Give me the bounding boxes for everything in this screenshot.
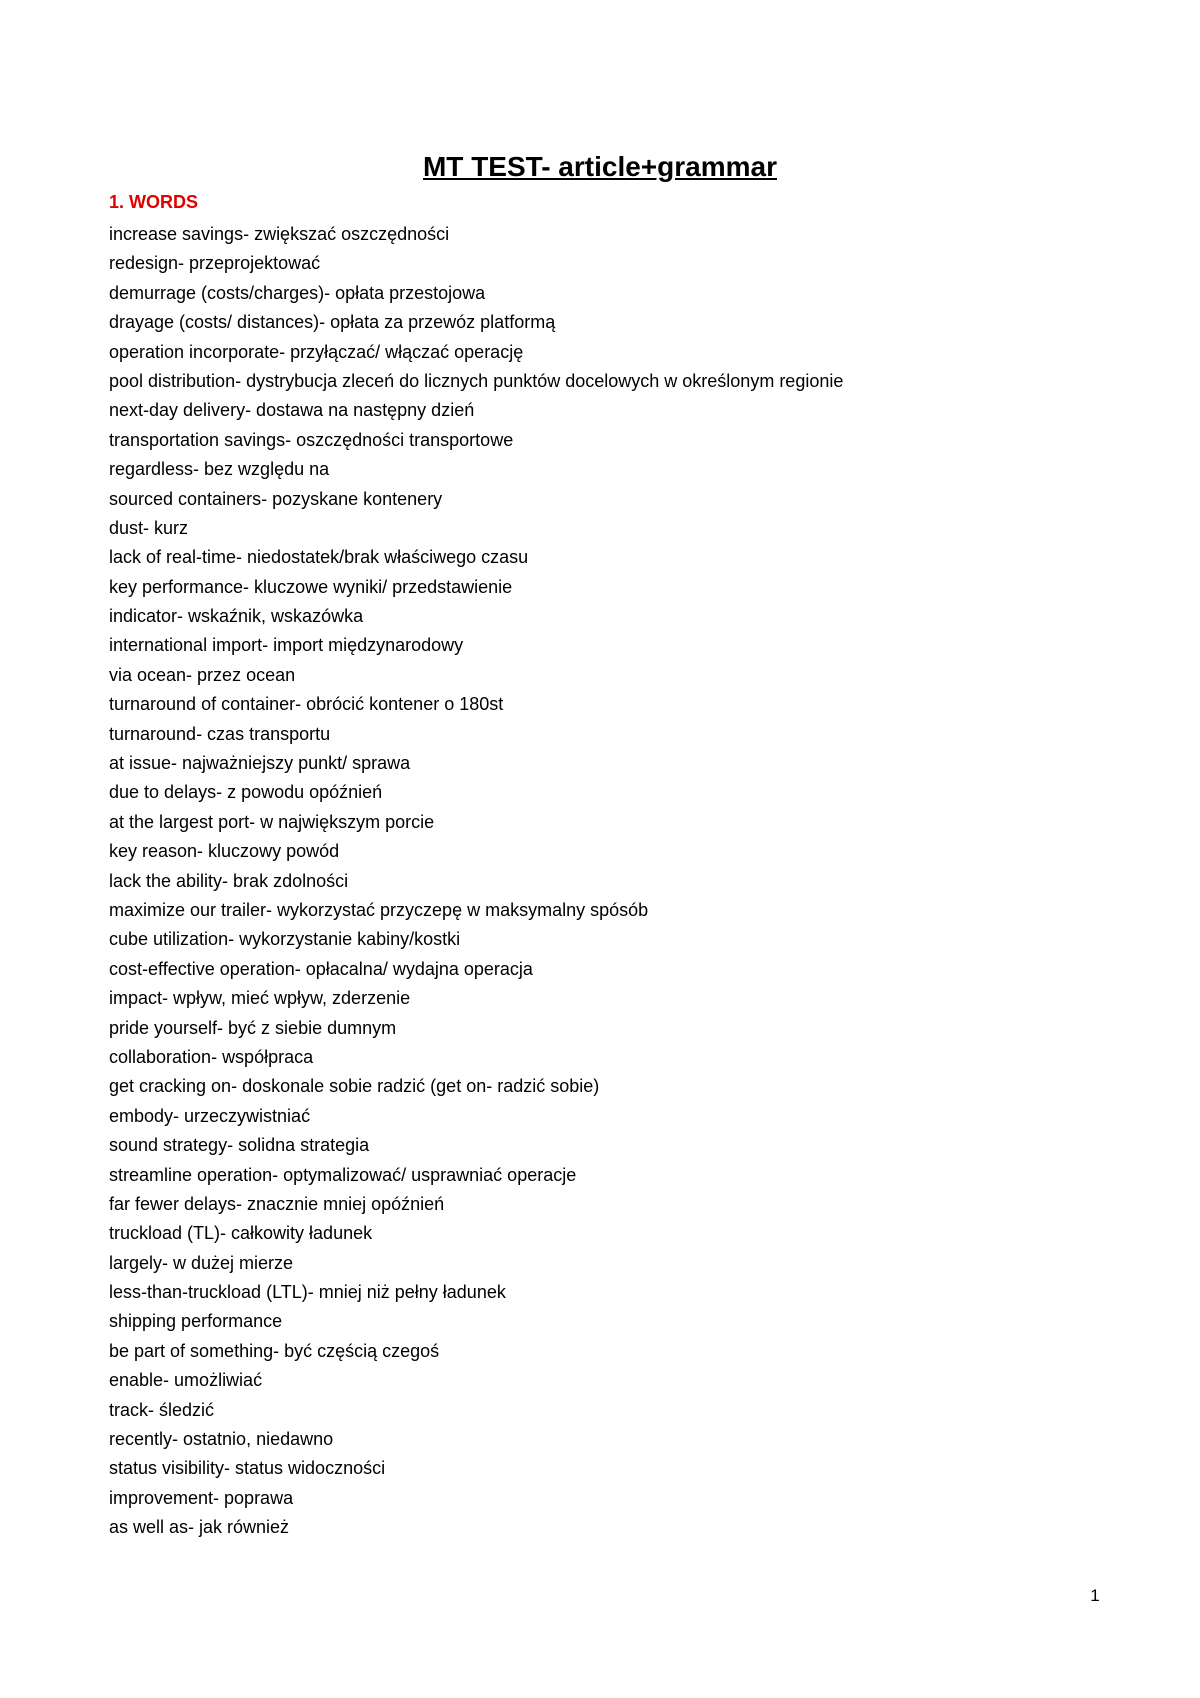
- list-item: collaboration- współpraca: [109, 1046, 314, 1067]
- list-item: track- śledzić: [109, 1399, 215, 1420]
- list-item: due to delays- z powodu opóźnień: [109, 782, 383, 803]
- list-item: get cracking on- doskonale sobie radzić (get on- radzić sobie): [109, 1076, 600, 1097]
- list-item: redesign- przeprojektować: [109, 253, 321, 274]
- list-item: recently- ostatnio, niedawno: [109, 1429, 334, 1450]
- list-item: next-day delivery- dostawa na następny dzień: [109, 400, 475, 421]
- list-item: increase savings- zwiększać oszczędności: [109, 224, 450, 244]
- list-item: as well as- jak również: [109, 1517, 290, 1538]
- list-item: maximize our trailer- wykorzystać przyczepę w maksymalny spósób: [109, 899, 649, 920]
- section-heading: 1. WORDS: [109, 192, 199, 212]
- list-item: international import- import międzynarodowy: [109, 635, 464, 656]
- list-item: impact- wpływ, mieć wpływ, zderzenie: [109, 988, 411, 1009]
- list-item: far fewer delays- znacznie mniej opóźnień: [109, 1193, 445, 1214]
- list-item: key performance- kluczowe wyniki/ przedstawienie: [109, 576, 513, 597]
- list-item: embody- urzeczywistniać: [109, 1105, 311, 1126]
- list-item: turnaround of container- obrócić kontener o 180st: [109, 694, 504, 715]
- list-item: streamline operation- optymalizować/ usprawniać operacje: [109, 1164, 577, 1185]
- list-item: dust- kurz: [109, 517, 189, 538]
- list-item: sound strategy- solidna strategia: [109, 1135, 370, 1156]
- list-item: lack the ability- brak zdolności: [109, 870, 349, 891]
- list-item: at the largest port- w największym porcie: [109, 811, 435, 832]
- list-item: improvement- poprawa: [109, 1487, 294, 1508]
- list-item: at issue- najważniejszy punkt/ sprawa: [109, 753, 411, 774]
- list-item: regardless- bez względu na: [109, 459, 330, 480]
- list-item: transportation savings- oszczędności transportowe: [109, 429, 514, 450]
- list-item: truckload (TL)- całkowity ładunek: [109, 1223, 373, 1244]
- list-item: be part of something- być częścią czegoś: [109, 1340, 440, 1361]
- list-item: less-than-truckload (LTL)- mniej niż pełny ładunek: [109, 1282, 506, 1303]
- page-title: MT TEST- article+grammar: [422, 151, 777, 182]
- list-item: demurrage (costs/charges)- opłata przestojowa: [109, 282, 486, 303]
- list-item: enable- umożliwiać: [109, 1370, 263, 1391]
- list-item: indicator- wskaźnik, wskazówka: [109, 606, 364, 627]
- list-item: largely- w dużej mierze: [109, 1252, 294, 1273]
- list-item: sourced containers- pozyskane kontenery: [109, 488, 443, 509]
- list-item: pride yourself- być z siebie dumnym: [109, 1017, 397, 1038]
- list-item: cost-effective operation- opłacalna/ wydajna operacja: [109, 958, 533, 979]
- list-item: cube utilization- wykorzystanie kabiny/kostki: [109, 929, 461, 950]
- page-number: 1: [1090, 1586, 1100, 1605]
- vocabulary-list: [109, 220, 1109, 1543]
- list-item: via ocean- przez ocean: [109, 664, 296, 685]
- list-item: operation incorporate- przyłączać/ włączać operację: [109, 341, 524, 362]
- list-item: status visibility- status widoczności: [109, 1458, 386, 1479]
- list-item: key reason- kluczowy powód: [109, 841, 340, 862]
- list-item: lack of real-time- niedostatek/brak właściwego czasu: [109, 547, 529, 568]
- list-item: turnaround- czas transportu: [109, 723, 331, 744]
- list-item: drayage (costs/ distances)- opłata za przewóz platformą: [109, 312, 556, 333]
- list-item: pool distribution- dystrybucja zleceń do licznych punktów docelowych w określonym regionie: [109, 370, 844, 391]
- list-item: shipping performance: [109, 1311, 283, 1332]
